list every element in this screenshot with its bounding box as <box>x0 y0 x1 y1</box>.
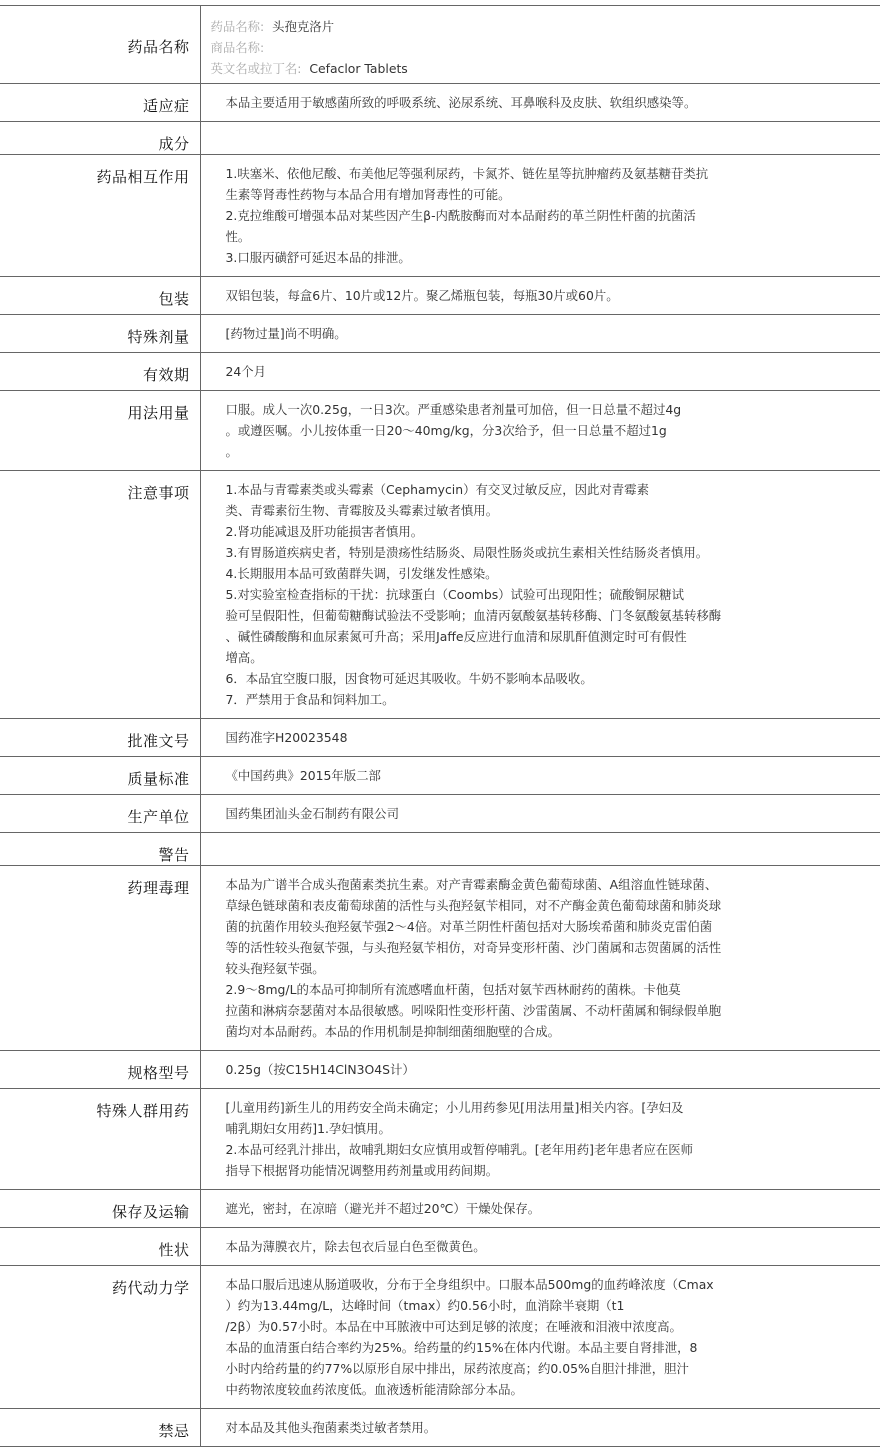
row-value <box>200 391 880 471</box>
table-row <box>0 1190 880 1228</box>
row-label: 药代动力学 <box>0 1266 200 1409</box>
text-line: 验可呈假阳性，但葡萄糖酶试验法不受影响；血清丙氨酸氨基转移酶、门冬氨酸氨基转移酶 <box>225 608 722 623</box>
text-line: 0.25g（按C15H14ClN3O4S计） <box>225 1062 415 1077</box>
row-value <box>200 719 880 757</box>
row-value <box>200 155 880 277</box>
english-name-label: 英文名或拉丁名: <box>210 61 302 76</box>
table-row <box>0 1228 880 1266</box>
text-line: 。或遵医嘱。小儿按体重一日20～40mg/kg，分3次给予，但一日总量不超过1g <box>225 423 667 438</box>
row-value <box>200 84 880 122</box>
row-value <box>200 1051 880 1089</box>
text-line: 4.长期服用本品可致菌群失调，引发继发性感染。 <box>225 566 498 581</box>
text-line: 6．本品宜空腹口服，因食物可延迟其吸收。牛奶不影响本品吸收。 <box>225 671 593 686</box>
text-line: 本品主要适用于敏感菌所致的呼吸系统、泌尿系统、耳鼻喉科及皮肤、软组织感染等。 <box>225 95 697 110</box>
text-line: 类、青霉素衍生物、青霉胺及头霉素过敏者慎用。 <box>225 503 499 518</box>
row-label: 批准文号 <box>0 719 200 757</box>
row-label: 药品名称 <box>0 6 200 84</box>
row-label: 适应症 <box>0 84 200 122</box>
generic-name-line <box>211 16 873 37</box>
text-line: 草绿色链球菌和表皮葡萄球菌的活性与头孢羟氨苄相同，对不产酶金黄色葡萄球菌和肺炎球 <box>225 898 722 913</box>
text-line: [儿童用药]新生儿的用药安全尚未确定；小儿用药参见[用法用量]相关内容。[孕妇及 <box>225 1100 684 1115</box>
text-line: [药物过量]尚不明确。 <box>225 326 347 341</box>
text-line: ）约为13.44mg/L，达峰时间（tmax）约0.56小时，血消除半衰期（t1 <box>225 1298 625 1313</box>
row-label: 成分 <box>0 122 200 155</box>
text-line: 。 <box>225 444 238 459</box>
row-label: 特殊人群用药 <box>0 1089 200 1190</box>
table-row <box>0 719 880 757</box>
text-line: 、碱性磷酸酶和血尿素氮可升高；采用Jaffe反应进行血清和尿肌酐值测定时可有假性 <box>225 629 687 644</box>
table-row <box>0 795 880 833</box>
text-line: 24个月 <box>225 364 267 379</box>
row-value <box>200 833 880 866</box>
text-line: 1.呋塞米、依他尼酸、布美他尼等强利尿药，卡氮芥、链佐星等抗肿瘤药及氨基糖苷类抗 <box>225 166 709 181</box>
row-value <box>200 1266 880 1409</box>
row-label: 性状 <box>0 1228 200 1266</box>
text-line: 菌均对本品耐药。本品的作用机制是抑制细菌细胞壁的合成。 <box>225 1024 561 1039</box>
row-value <box>200 277 880 315</box>
row-value <box>200 122 880 155</box>
text-line: 本品口服后迅速从肠道吸收，分布于全身组织中。口服本品500mg的血药峰浓度（Cmax <box>225 1277 714 1292</box>
row-value <box>200 1190 880 1228</box>
row-label: 质量标准 <box>0 757 200 795</box>
text-line: 哺乳期妇女用药]1.孕妇慎用。 <box>225 1121 391 1136</box>
drug-name-block <box>200 6 880 84</box>
table-row <box>0 833 880 866</box>
row-drug-name <box>0 6 880 84</box>
drug-info-table <box>0 5 880 1447</box>
text-line: 国药集团汕头金石制药有限公司 <box>225 806 399 821</box>
text-line: 拉菌和淋病奈瑟菌对本品很敏感。吲哚阳性变形杆菌、沙雷菌属、不动杆菌属和铜绿假单胞 <box>225 1003 722 1018</box>
row-label: 规格型号 <box>0 1051 200 1089</box>
row-value <box>200 795 880 833</box>
text-line: 2.本品可经乳汁排出，故哺乳期妇女应慎用或暂停哺乳。[老年用药]老年患者应在医师 <box>225 1142 694 1157</box>
row-value <box>200 315 880 353</box>
table-row <box>0 353 880 391</box>
text-line: /2β）为0.57小时。本品在中耳脓液中可达到足够的浓度；在唾液和泪液中浓度高。 <box>225 1319 682 1334</box>
text-line: 增高。 <box>225 650 263 665</box>
text-line: 口服。成人一次0.25g，一日3次。严重感染患者剂量可加倍，但一日总量不超过4g <box>225 402 682 417</box>
text-line: 3.有胃肠道疾病史者，特别是溃疡性结肠炎、局限性肠炎或抗生素相关性结肠炎者慎用。 <box>225 545 709 560</box>
text-line: 双铝包装，每盒6片、10片或12片。聚乙烯瓶包装，每瓶30片或60片。 <box>225 288 619 303</box>
table-row <box>0 1051 880 1089</box>
table-row <box>0 471 880 719</box>
trade-name-label: 商品名称: <box>210 40 265 55</box>
trade-name-line <box>211 37 873 58</box>
row-value <box>200 471 880 719</box>
row-label: 药理毒理 <box>0 866 200 1051</box>
row-label: 生产单位 <box>0 795 200 833</box>
text-line: 本品为薄膜衣片，除去包衣后显白色至微黄色。 <box>225 1239 486 1254</box>
generic-name-label: 药品名称: <box>210 19 265 34</box>
text-line: 指导下根据肾功能情况调整用药剂量或用药间期。 <box>225 1163 499 1178</box>
text-line: 性。 <box>225 229 251 244</box>
table-row <box>0 866 880 1051</box>
row-label: 特殊剂量 <box>0 315 200 353</box>
english-name-line <box>211 58 873 79</box>
row-label: 药品相互作用 <box>0 155 200 277</box>
text-line: 本品的血清蛋白结合率约为25%。给药量的约15%在体内代谢。本品主要自肾排泄，8 <box>225 1340 698 1355</box>
text-line: 国药准字H20023548 <box>225 730 348 745</box>
row-value <box>200 1228 880 1266</box>
text-line: 本品为广谱半合成头孢菌素类抗生素。对产青霉素酶金黄色葡萄球菌、A组溶血性链球菌、 <box>225 877 718 892</box>
table-row <box>0 315 880 353</box>
row-value <box>200 866 880 1051</box>
text-line: 2.克拉维酸可增强本品对某些因产生β-内酰胺酶而对本品耐药的革兰阴性杆菌的抗菌活 <box>225 208 696 223</box>
table-row <box>0 1409 880 1447</box>
table-row <box>0 1266 880 1409</box>
text-line: 较头孢羟氨苄强。 <box>225 961 325 976</box>
table-row <box>0 1089 880 1190</box>
text-line: 对本品及其他头孢菌素类过敏者禁用。 <box>225 1420 437 1435</box>
text-line: 1.本品与青霉素类或头霉素（Cephamycin）有交叉过敏反应，因此对青霉素 <box>225 482 649 497</box>
table-row <box>0 155 880 277</box>
text-line: 2.9～8mg/L的本品可抑制所有流感嗜血杆菌，包括对氨苄西林耐药的菌株。卡他莫 <box>225 982 681 997</box>
row-label: 禁忌 <box>0 1409 200 1447</box>
row-value <box>200 757 880 795</box>
text-line: 中药物浓度较血药浓度低。血液透析能清除部分本品。 <box>225 1382 523 1397</box>
row-value <box>200 353 880 391</box>
drug-info-body <box>0 6 880 1447</box>
row-value <box>200 1409 880 1447</box>
row-label: 警告 <box>0 833 200 866</box>
text-line: 7．严禁用于食品和饲料加工。 <box>225 692 395 707</box>
text-line: 生素等肾毒性药物与本品合用有增加肾毒性的可能。 <box>225 187 511 202</box>
row-value <box>200 1089 880 1190</box>
english-name-value: Cefaclor Tablets <box>309 61 408 76</box>
table-row <box>0 277 880 315</box>
text-line: 《中国药典》2015年版二部 <box>225 768 381 783</box>
table-row <box>0 122 880 155</box>
text-line: 2.肾功能减退及肝功能损害者慎用。 <box>225 524 424 539</box>
row-label: 用法用量 <box>0 391 200 471</box>
row-label: 包装 <box>0 277 200 315</box>
text-line: 菌的抗菌作用较头孢羟氨苄强2～4倍。对革兰阴性杆菌包括对大肠埃希菌和肺炎克雷伯菌 <box>225 919 713 934</box>
generic-name-value: 头孢克洛片 <box>272 19 335 34</box>
row-label: 有效期 <box>0 353 200 391</box>
row-label: 注意事项 <box>0 471 200 719</box>
table-row <box>0 84 880 122</box>
text-line: 遮光，密封，在凉暗（避光并不超过20℃）干燥处保存。 <box>225 1201 541 1216</box>
text-line: 等的活性较头孢氨苄强，与头孢羟氨苄相仿，对奇异变形杆菌、沙门菌属和志贺菌属的活性 <box>225 940 722 955</box>
text-line: 5.对实验室检查指标的干扰：抗球蛋白（Coombs）试验可出现阳性；硫酸铜尿糖试 <box>225 587 685 602</box>
text-line: 小时内给药量的约77%以原形自尿中排出，尿药浓度高；约0.05%自胆汁排泄，胆汁 <box>225 1361 689 1376</box>
text-line: 3.口服丙磺舒可延迟本品的排泄。 <box>225 250 411 265</box>
table-row <box>0 757 880 795</box>
table-row <box>0 391 880 471</box>
row-label: 保存及运输 <box>0 1190 200 1228</box>
